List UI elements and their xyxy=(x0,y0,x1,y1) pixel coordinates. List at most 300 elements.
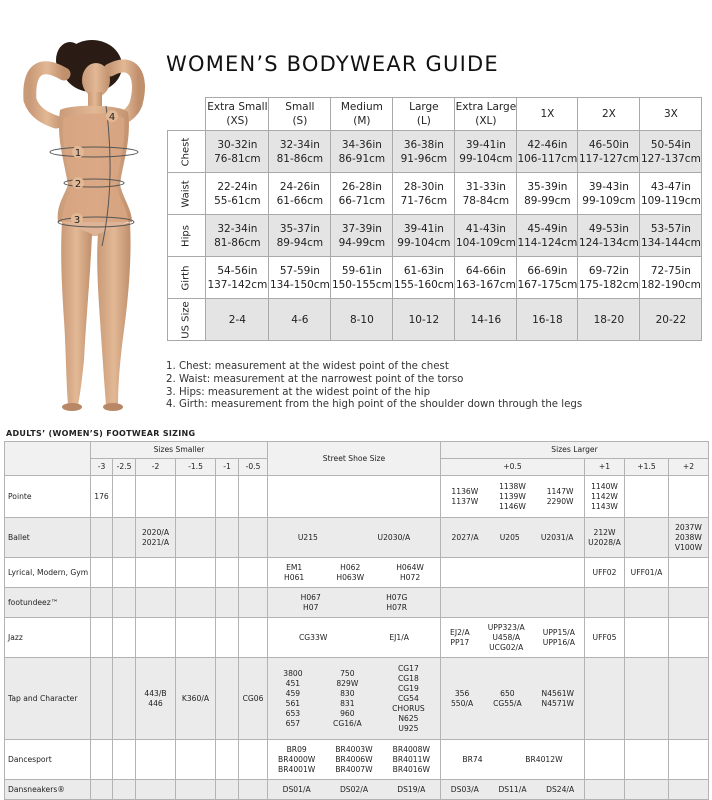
measurement-value: 26-28in xyxy=(341,180,382,193)
footwear-cell-m05 xyxy=(239,780,268,800)
measurement-cell xyxy=(206,257,269,299)
style-code: H064W xyxy=(396,562,424,572)
style-code: BR4012W xyxy=(525,754,563,764)
style-code: 960 xyxy=(340,708,355,718)
footwear-cell-m15 xyxy=(176,618,216,658)
footwear-cell-p1 xyxy=(585,618,625,658)
style-code: U2028/A xyxy=(588,537,621,547)
style-code-column xyxy=(397,785,425,795)
footwear-cell-m1 xyxy=(216,740,239,780)
style-code: DS02/A xyxy=(339,784,369,794)
style-code: BR4003W xyxy=(335,744,373,754)
footwear-cell-p2 xyxy=(669,658,709,740)
style-code-group xyxy=(441,755,584,765)
footwear-cell-m3 xyxy=(91,588,113,618)
style-code-column xyxy=(386,593,407,613)
style-code-column xyxy=(335,745,372,775)
style-code: UPP15/A xyxy=(542,627,575,637)
style-code-column xyxy=(283,669,302,729)
measurement-cell xyxy=(269,131,331,173)
footwear-cell-m3 xyxy=(91,518,113,558)
style-code: U925 xyxy=(398,723,419,733)
style-code-column xyxy=(336,563,364,583)
page-title: WOMEN’S BODYWEAR GUIDE xyxy=(166,52,499,76)
measurement-value: 150-155cm xyxy=(331,278,392,291)
style-code: UCG02/A xyxy=(489,642,524,652)
style-code-group xyxy=(669,523,708,553)
style-code-group xyxy=(441,623,584,653)
marker-2-label: 2 xyxy=(74,179,82,190)
measurement-value: 32-34in xyxy=(279,138,320,151)
measurement-value: 124-134cm xyxy=(578,236,639,249)
measurement-cell xyxy=(578,215,640,257)
measurement-cell xyxy=(578,299,640,341)
measurement-value: 81-86cm xyxy=(276,152,324,165)
measurement-value: 114-124cm xyxy=(517,236,578,249)
note-waist: 2. Waist: measurement at the narrowest point of the torso xyxy=(166,373,464,385)
style-code-column xyxy=(542,689,575,709)
size-abbr: (XL) xyxy=(475,115,497,127)
bodywear-header-row xyxy=(168,98,702,131)
measurement-value: 72-75in xyxy=(650,264,691,277)
measurement-cell xyxy=(455,131,517,173)
footwear-cell-m1 xyxy=(216,780,239,800)
size-header-2 xyxy=(331,98,393,131)
footwear-cell-p1 xyxy=(585,780,625,800)
measurement-value: 99-109cm xyxy=(582,194,636,207)
measurement-value: 109-119cm xyxy=(640,194,701,207)
footwear-cell-m25 xyxy=(113,780,136,800)
style-code: DS11/A xyxy=(498,784,527,794)
measurement-value: 45-49in xyxy=(527,222,568,235)
measurement-value: 14-16 xyxy=(470,313,502,326)
measurement-value: 43-47in xyxy=(650,180,691,193)
measurement-value: 39-41in xyxy=(465,138,506,151)
measurement-cell xyxy=(393,131,455,173)
style-code-group xyxy=(441,482,584,512)
style-code: 459 xyxy=(285,688,301,698)
larger-offset-header: +1 xyxy=(585,459,625,476)
measurement-value: 66-69in xyxy=(527,264,568,277)
footwear-cell-m05 xyxy=(239,558,268,588)
style-code: 657 xyxy=(285,718,301,728)
style-code: BR74 xyxy=(462,754,483,764)
style-code: 1138W xyxy=(499,481,526,491)
style-code-column xyxy=(462,755,482,765)
measurement-value: 46-50in xyxy=(588,138,629,151)
measurement-value: 54-56in xyxy=(217,264,258,277)
size-header-5 xyxy=(517,98,578,131)
measurement-cell xyxy=(206,215,269,257)
street-shoe-size-header: Street Shoe Size xyxy=(268,442,441,476)
measurement-value: 61-63in xyxy=(403,264,444,277)
measurement-value: 134-144cm xyxy=(640,236,701,249)
size-header-3 xyxy=(393,98,455,131)
style-code-group xyxy=(268,633,440,643)
style-code-column xyxy=(283,785,311,795)
size-header-7 xyxy=(640,98,702,131)
footwear-cell-m2 xyxy=(136,740,176,780)
style-code: UPP16/A xyxy=(542,637,575,647)
size-abbr: (S) xyxy=(292,115,308,127)
style-code: UFF01/A xyxy=(630,567,663,577)
style-code: 1146W xyxy=(499,501,526,511)
measurement-value: 32-34in xyxy=(217,222,258,235)
measurement-value: 55-61cm xyxy=(214,194,261,207)
style-code: 1139W xyxy=(499,491,526,501)
size-header-0 xyxy=(206,98,269,131)
style-code-column xyxy=(631,568,663,578)
style-code: EM1 xyxy=(286,562,303,572)
smaller-offset-header: -2.5 xyxy=(113,459,136,476)
footwear-cell-m15 xyxy=(176,658,216,740)
footwear-cell-p05 xyxy=(441,740,585,780)
row-label: Waist xyxy=(180,179,192,208)
style-code: N4571W xyxy=(541,698,575,708)
row-label-cell xyxy=(168,173,206,215)
footwear-cell-p05 xyxy=(441,618,585,658)
footwear-cell-m1 xyxy=(216,658,239,740)
style-code: 212W xyxy=(593,527,616,537)
larger-offset-header: +1.5 xyxy=(625,459,669,476)
style-code: U2030/A xyxy=(377,532,411,542)
style-code: U215 xyxy=(297,532,318,542)
style-code: 1147W xyxy=(546,486,574,496)
style-code-column xyxy=(593,633,617,643)
style-code-group xyxy=(268,563,440,583)
footwear-cell-p15 xyxy=(625,618,669,658)
style-code: N4561W xyxy=(541,688,575,698)
style-code-column xyxy=(546,785,574,795)
footwear-cell-street xyxy=(268,658,441,740)
measurement-value: 167-175cm xyxy=(517,278,578,291)
style-code-group xyxy=(585,528,624,548)
size-abbr: (XS) xyxy=(226,115,249,127)
style-code: 3800 xyxy=(283,668,303,678)
row-label: Hips xyxy=(180,224,192,247)
style-code: H067 xyxy=(300,592,321,602)
measurement-value: 31-33in xyxy=(465,180,506,193)
measurement-cell xyxy=(331,215,393,257)
style-code-column xyxy=(547,487,574,507)
style-code-group xyxy=(585,568,624,578)
style-code-column xyxy=(498,785,526,795)
style-code: 2027/A xyxy=(451,532,479,542)
measurement-value: 22-24in xyxy=(217,180,258,193)
footwear-row xyxy=(5,588,709,618)
footwear-cell-m25 xyxy=(113,658,136,740)
measurement-value: 30-32in xyxy=(217,138,258,151)
measurement-cell xyxy=(269,257,331,299)
measurement-cell xyxy=(331,131,393,173)
footwear-cell-m05 xyxy=(239,476,268,518)
footwear-cell-p05 xyxy=(441,588,585,618)
size-name: Small xyxy=(285,101,315,113)
row-label-cell xyxy=(168,131,206,173)
measurement-cell xyxy=(578,131,640,173)
style-code: DS03/A xyxy=(450,784,479,794)
measurement-cell xyxy=(393,173,455,215)
style-code-column xyxy=(591,482,618,512)
style-code-group xyxy=(585,633,624,643)
measurement-cell xyxy=(393,215,455,257)
style-code: BR4006W xyxy=(335,754,373,764)
footwear-row xyxy=(5,740,709,780)
style-code: U205 xyxy=(499,532,520,542)
style-code-column xyxy=(284,563,304,583)
measurement-value: 35-39in xyxy=(527,180,568,193)
footwear-cell-p05 xyxy=(441,658,585,740)
measurement-row xyxy=(168,173,702,215)
style-code-group xyxy=(441,533,584,543)
footwear-cell-m1 xyxy=(216,588,239,618)
footwear-cell-p1 xyxy=(585,518,625,558)
footwear-cell-m3 xyxy=(91,558,113,588)
marker-4-label: 4 xyxy=(108,112,116,123)
measurement-value: 99-104cm xyxy=(459,152,513,165)
measurement-value: 59-61in xyxy=(341,264,382,277)
style-code: 653 xyxy=(285,708,301,718)
footwear-cell-p05 xyxy=(441,476,585,518)
measurement-cell xyxy=(393,299,455,341)
measurement-value: 117-127cm xyxy=(578,152,639,165)
style-code: BR09 xyxy=(286,744,307,754)
style-code: UFF02 xyxy=(592,567,617,577)
footwear-cell-m1 xyxy=(216,618,239,658)
measurement-value: 37-39in xyxy=(341,222,382,235)
note-girth: 4. Girth: measurement from the high point of the shoulder down through the legs xyxy=(166,399,583,411)
style-code-column xyxy=(452,533,479,543)
style-code-group xyxy=(268,593,440,613)
footwear-size-table xyxy=(4,441,709,800)
model-figure-illustration xyxy=(0,0,170,430)
measurement-cell xyxy=(206,173,269,215)
measurement-value: 41-43in xyxy=(465,222,506,235)
size-name: Extra Large xyxy=(455,101,517,113)
footwear-cell-m15 xyxy=(176,558,216,588)
measurement-value: 127-137cm xyxy=(640,152,701,165)
measurement-value: 175-182cm xyxy=(578,278,639,291)
style-code-column xyxy=(396,563,424,583)
style-code: BR4007W xyxy=(335,764,373,774)
footwear-cell-m2 xyxy=(136,588,176,618)
measurement-value: 50-54in xyxy=(650,138,691,151)
measurement-cell xyxy=(269,299,331,341)
style-code: PP17 xyxy=(450,637,470,647)
footwear-cell-p15 xyxy=(625,558,669,588)
footwear-cell-street xyxy=(268,618,441,658)
style-code: 1140W xyxy=(591,481,618,491)
measurement-row xyxy=(168,299,702,341)
footwear-cell-m15 xyxy=(176,476,216,518)
footwear-cell-street xyxy=(268,476,441,518)
footwear-cell-m25 xyxy=(113,618,136,658)
footwear-cell-p05 xyxy=(441,558,585,588)
size-name: 3X xyxy=(663,108,678,120)
size-name: Medium xyxy=(340,101,383,113)
style-code-column xyxy=(278,745,315,775)
footwear-cell-p1 xyxy=(585,588,625,618)
measurement-cell xyxy=(206,131,269,173)
footwear-cell-p05 xyxy=(441,518,585,558)
style-code: 561 xyxy=(285,698,301,708)
footwear-cell-street xyxy=(268,588,441,618)
style-code-column xyxy=(525,755,562,765)
style-code: 2038W xyxy=(675,532,702,542)
style-code: 2020/A xyxy=(141,527,170,537)
style-code: UFF05 xyxy=(592,632,617,642)
measurement-value: 10-12 xyxy=(408,313,440,326)
style-code: U458/A xyxy=(492,632,521,642)
style-code: U2031/A xyxy=(540,532,574,542)
footwear-cell-street xyxy=(268,518,441,558)
footwear-style-name: footundeez™ xyxy=(5,588,91,618)
measurement-cell xyxy=(640,215,702,257)
style-code-group xyxy=(441,785,584,795)
style-code: BR4008W xyxy=(392,744,430,754)
row-label-cell xyxy=(168,215,206,257)
measurement-value: 104-109cm xyxy=(455,236,516,249)
measurement-value: 53-57in xyxy=(650,222,691,235)
footwear-cell-p15 xyxy=(625,658,669,740)
measurement-value: 42-46in xyxy=(527,138,568,151)
style-code-column xyxy=(499,482,526,512)
style-code: 446 xyxy=(148,698,163,708)
measurement-value: 39-41in xyxy=(403,222,444,235)
measurement-value: 18-20 xyxy=(593,313,625,326)
measurement-cell xyxy=(269,215,331,257)
footwear-style-name: Dansneakers® xyxy=(5,780,91,800)
style-code-group xyxy=(268,745,440,775)
measurement-cell xyxy=(206,299,269,341)
style-code: H062 xyxy=(340,562,361,572)
style-code-column xyxy=(541,533,574,543)
smaller-offset-header: -0.5 xyxy=(239,459,268,476)
style-code-column xyxy=(493,689,522,709)
measurement-value: 106-117cm xyxy=(517,152,578,165)
footwear-cell-m25 xyxy=(113,740,136,780)
style-code: 1136W xyxy=(451,486,479,496)
measurement-value: 78-84cm xyxy=(462,194,510,207)
style-code-column xyxy=(378,533,411,543)
style-code: H07G xyxy=(386,592,408,602)
footwear-cell-m15 xyxy=(176,518,216,558)
measurement-value: 2-4 xyxy=(228,313,246,326)
note-hips: 3. Hips: measurement at the widest point of the hip xyxy=(166,386,431,398)
style-code-column xyxy=(451,689,473,709)
footwear-cell-m05 xyxy=(239,518,268,558)
measurement-value: 8-10 xyxy=(349,313,374,326)
footwear-cell-p15 xyxy=(625,476,669,518)
style-code-column xyxy=(500,533,520,543)
footwear-style-name: Pointe xyxy=(5,476,91,518)
footwear-cell-p1 xyxy=(585,740,625,780)
footwear-row xyxy=(5,780,709,800)
smaller-offset-header: -1.5 xyxy=(176,459,216,476)
measurement-cell xyxy=(640,173,702,215)
style-code-column xyxy=(451,487,478,507)
note-chest: 1. Chest: measurement at the widest point of the chest xyxy=(166,361,449,372)
measurement-cell xyxy=(455,299,517,341)
footwear-cell-m2 xyxy=(136,658,176,740)
measurement-value: 182-190cm xyxy=(640,278,701,291)
measurement-value: 89-94cm xyxy=(276,236,324,249)
smaller-offset-header: -1 xyxy=(216,459,239,476)
footwear-row xyxy=(5,558,709,588)
smaller-offset-header: -2 xyxy=(136,459,176,476)
measurement-value: 66-71cm xyxy=(338,194,386,207)
style-code-column xyxy=(588,528,621,548)
footwear-section-title: ADULTS’ (WOMEN’S) FOOTWEAR SIZING xyxy=(6,429,196,438)
size-name: Extra Small xyxy=(207,101,268,113)
style-code-group xyxy=(585,482,624,512)
measurement-value: 69-72in xyxy=(588,264,629,277)
footwear-style-name: Ballet xyxy=(5,518,91,558)
footwear-cell-m3 xyxy=(91,476,113,518)
measurement-value: 99-104cm xyxy=(397,236,451,249)
measurement-value: 39-43in xyxy=(588,180,629,193)
measurement-value: 20-22 xyxy=(655,313,687,326)
footwear-cell-m15 xyxy=(176,740,216,780)
style-code: DS24/A xyxy=(546,784,575,794)
style-code: CG54 xyxy=(398,693,419,703)
style-code-column xyxy=(340,785,368,795)
row-label: Chest xyxy=(180,137,192,166)
footwear-cell-p2 xyxy=(669,558,709,588)
measurement-cell xyxy=(578,257,640,299)
style-code: N625 xyxy=(398,713,419,723)
marker-1-label: 1 xyxy=(74,148,82,159)
style-code-column xyxy=(301,593,321,613)
bodywear-size-table xyxy=(167,97,702,341)
footwear-cell-m25 xyxy=(113,476,136,518)
style-code: BR4000W xyxy=(278,754,316,764)
footwear-cell-p2 xyxy=(669,588,709,618)
measurement-cell xyxy=(640,131,702,173)
measurement-value: 34-36in xyxy=(341,138,382,151)
row-label-cell xyxy=(168,257,206,299)
style-code: BR4011W xyxy=(392,754,430,764)
footwear-cell-m05 xyxy=(239,658,268,740)
row-label: US Size xyxy=(180,300,192,339)
footwear-cell-p2 xyxy=(669,740,709,780)
style-code: 831 xyxy=(340,698,355,708)
sizes-smaller-header: Sizes Smaller xyxy=(91,442,268,459)
style-code: H07R xyxy=(386,602,408,612)
style-code: CG55/A xyxy=(493,698,522,708)
size-header-4 xyxy=(455,98,517,131)
measurement-cell xyxy=(517,257,578,299)
style-code: BR4016W xyxy=(392,764,430,774)
row-label: Girth xyxy=(180,265,192,290)
larger-offset-header: +0.5 xyxy=(441,459,585,476)
footwear-row xyxy=(5,658,709,740)
row-label-cell xyxy=(168,299,206,341)
measurement-cell xyxy=(455,215,517,257)
smaller-offset-header: -3 xyxy=(91,459,113,476)
style-code-group xyxy=(625,568,668,578)
footwear-cell-m1 xyxy=(216,476,239,518)
footwear-cell-p1 xyxy=(585,476,625,518)
measurement-value: 36-38in xyxy=(403,138,444,151)
measurement-cell xyxy=(517,131,578,173)
measurement-cell xyxy=(517,299,578,341)
measurement-value: 4-6 xyxy=(291,313,309,326)
style-code: CG19 xyxy=(398,683,419,693)
style-code-group xyxy=(268,533,440,543)
style-code: UPP323/A xyxy=(487,622,525,632)
measurement-value: 16-18 xyxy=(532,313,563,326)
